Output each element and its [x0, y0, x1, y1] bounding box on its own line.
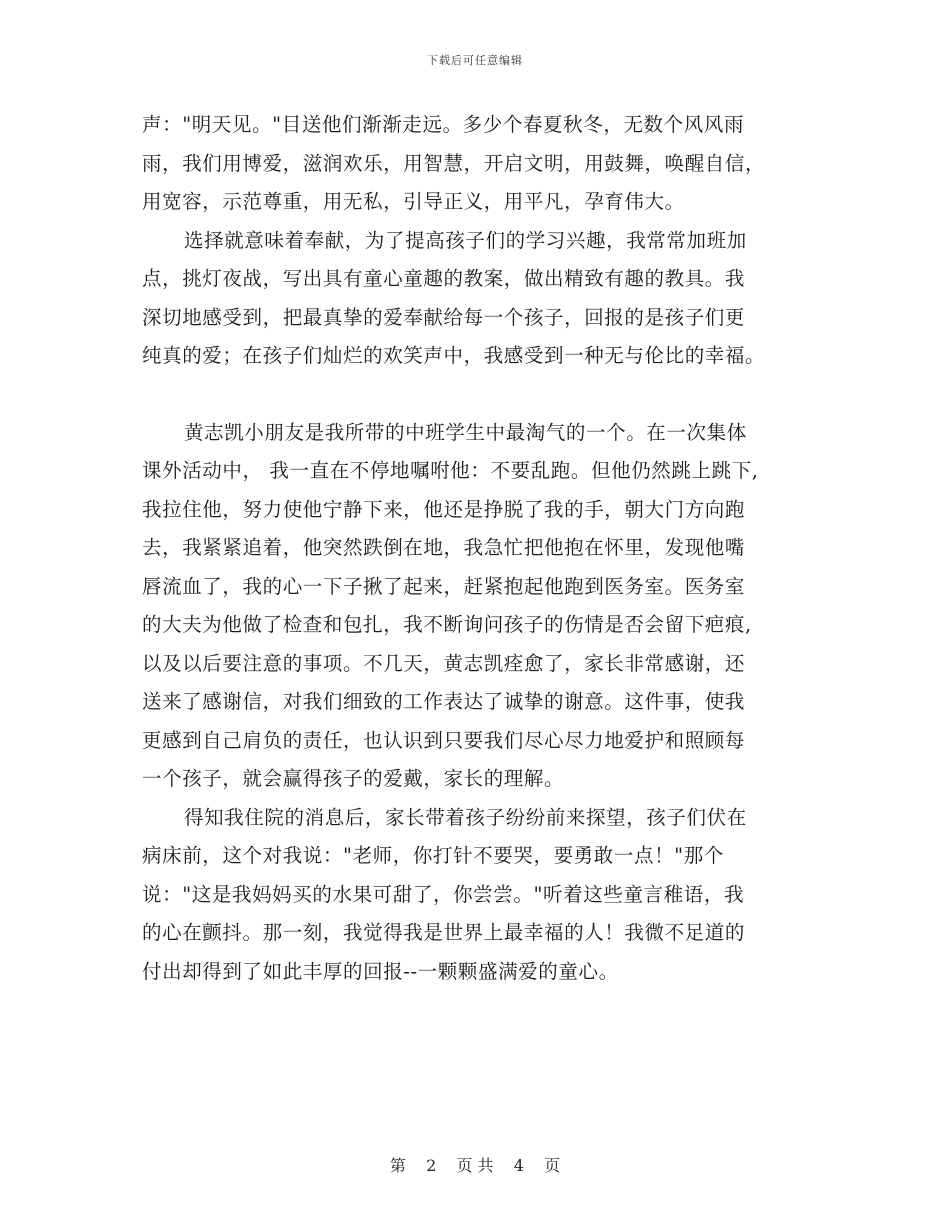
- text-line: 我拉住他，努力使他宁静下来，他还是挣脱了我的手，朝大门方向跑: [142, 497, 746, 521]
- paragraph: [142, 106, 812, 222]
- text-line: 送来了感谢信，对我们细致的工作表达了诚挚的谢意。这件事，使我: [142, 690, 746, 713]
- text-line: 更感到自己肩负的责任，也认识到只要我们尽心尽力地爱护和照顾每: [142, 728, 746, 752]
- paragraph-spacer: [142, 376, 812, 414]
- text-line: 声："明天见。"目送他们渐渐走远。多少个春夏秋冬，无数个风风雨: [142, 113, 745, 136]
- text-line: 纯真的爱；在孩子们灿烂的欢笑声中，我感受到一种无与伦比的幸福。: [142, 344, 766, 367]
- current-page-number: 2: [426, 1156, 437, 1175]
- text-line: 说："这是我妈妈买的水果可甜了，你尝尝。"听着这些童言稚语，我: [142, 882, 745, 906]
- text-line: 的心在颤抖。那一刻，我觉得我是世界上最幸福的人！我微不足道的: [142, 921, 746, 944]
- text-line: 的大夫为他做了检查和包扎，我不断询问孩子的伤情是否会留下疤痕,: [142, 613, 752, 636]
- text-line: 以及以后要注意的事项。不几天，黄志凯痊愈了，家长非常感谢，还: [142, 651, 746, 675]
- page-header: [0, 52, 950, 68]
- footer-suffix: 页: [544, 1156, 561, 1175]
- text-line: 点，挑灯夜战，写出具有童心童趣的教案，做出精致有趣的教具。我: [142, 267, 746, 290]
- text-line: 一个孩子，就会赢得孩子的爱戴，家长的理解。: [142, 767, 565, 790]
- footer-prefix: 第: [389, 1156, 406, 1175]
- text-line: 病床前，这个对我说："老师，你打针不要哭，要勇敢一点！"那个: [142, 844, 724, 867]
- text-line: 选择就意味着奉献，为了提高孩子们的学习兴趣，我常常加班加: [184, 228, 747, 252]
- header-text: 下载后可任意编辑: [427, 54, 523, 67]
- page-footer: [0, 1153, 950, 1176]
- text-line: 黄志凯小朋友是我所带的中班学生中最淘气的一个。在一次集体: [184, 420, 747, 444]
- text-line: 得知我住院的消息后，家长带着孩子纷纷前来探望，孩子们伏在: [184, 805, 747, 829]
- text-line: 用宽容，示范尊重，用无私，引导正义，用平凡，孕育伟大。: [142, 190, 685, 213]
- total-pages-number: 4: [513, 1156, 524, 1175]
- text-line: 唇流血了，我的心一下子揪了起来，赶紧抱起他跑到医务室。医务室: [142, 574, 746, 598]
- text-line: 深切地感受到，把最真挚的爱奉献给每一个孩子，回报的是孩子们更: [142, 305, 746, 329]
- text-line: 付出却得到了如此丰厚的回报--一颗颗盛满爱的童心。: [142, 959, 619, 983]
- paragraph: [142, 414, 812, 799]
- paragraph: [142, 222, 812, 376]
- paragraph: [142, 799, 812, 992]
- text-line: 去，我紧紧追着，他突然跌倒在地，我急忙把他抱在怀里，发现他嘴: [142, 536, 746, 559]
- document-body: [142, 106, 812, 991]
- text-line: 雨，我们用博爱，滋润欢乐，用智慧，开启文明，用鼓舞，唤醒自信，: [142, 151, 766, 175]
- text-line: 课外活动中， 我一直在不停地嘱咐他：不要乱跑。但他仍然跳上跳下,: [142, 459, 759, 482]
- footer-middle: 页 共: [456, 1156, 494, 1175]
